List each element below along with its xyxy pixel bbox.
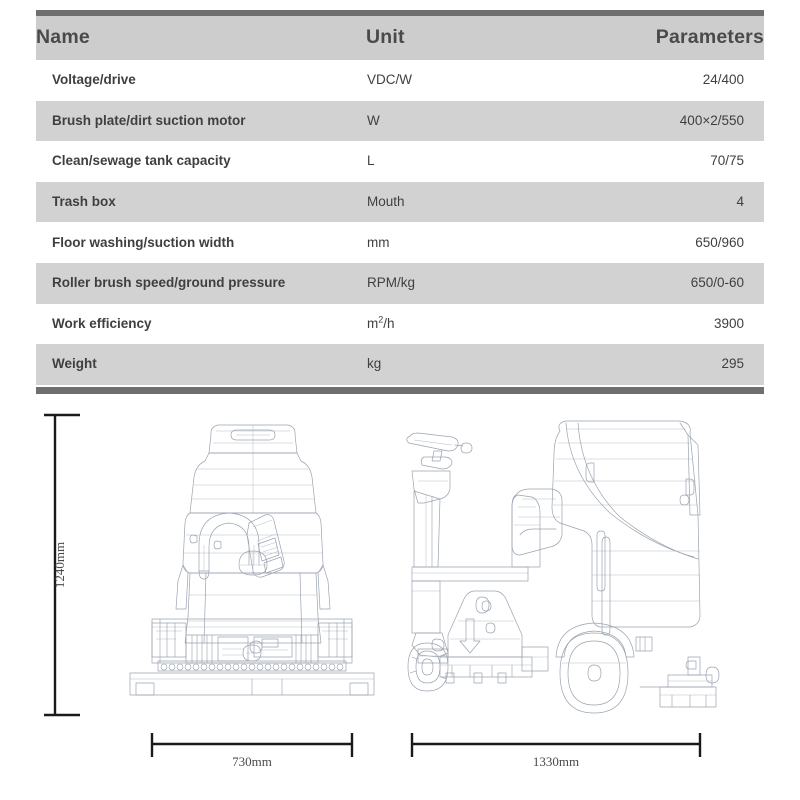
table-row <box>36 60 764 101</box>
row-param-roller-brush-speed: 650/0-60 <box>690 275 744 291</box>
specification-table-container <box>36 10 764 394</box>
table-row <box>36 344 764 385</box>
table-row <box>36 304 764 345</box>
side-width-dimension-label: 1330mm <box>532 754 580 769</box>
row-unit-weight: kg <box>367 356 382 372</box>
row-param-tank-capacity: 70/75 <box>710 153 744 169</box>
row-name-brush-plate-motor: Brush plate/dirt suction motor <box>52 112 246 128</box>
table-row <box>36 101 764 142</box>
row-param-washing-suction-width: 650/960 <box>695 234 744 250</box>
unit-tail: /h <box>383 315 395 331</box>
table-body <box>36 60 764 385</box>
table-header <box>36 16 764 60</box>
column-header-name: Name <box>36 16 366 60</box>
front-view-floor-scrubber <box>130 425 374 695</box>
row-unit-washing-suction-width: mm <box>367 234 390 250</box>
row-name-trash-box: Trash box <box>52 193 116 209</box>
row-param-work-efficiency: 3900 <box>713 315 744 331</box>
row-name-weight: Weight <box>52 356 97 372</box>
column-header-parameters: Parameters <box>636 16 764 60</box>
technical-drawing-area <box>0 395 800 800</box>
row-name-roller-brush-speed: Roller brush speed/ground pressure <box>52 275 286 291</box>
row-name-tank-capacity: Clean/sewage tank capacity <box>52 153 231 169</box>
height-dimension-label: 1240mm <box>52 541 67 589</box>
height-dimension <box>44 415 80 715</box>
specification-table <box>36 16 764 385</box>
table-row <box>36 141 764 182</box>
row-unit-voltage-drive: VDC/W <box>367 72 412 88</box>
row-param-trash-box: 4 <box>736 193 744 209</box>
side-view-floor-scrubber <box>407 421 719 713</box>
row-name-voltage-drive: Voltage/drive <box>52 72 136 88</box>
front-width-dimension <box>152 733 352 769</box>
row-unit-brush-plate-motor: W <box>367 112 380 128</box>
row-unit-work-efficiency <box>366 304 636 345</box>
table-bottom-rule <box>36 387 764 394</box>
row-name-washing-suction-width: Floor washing/suction width <box>52 234 235 250</box>
row-unit-roller-brush-speed: RPM/kg <box>367 275 416 291</box>
row-name-work-efficiency: Work efficiency <box>52 315 152 331</box>
row-unit-tank-capacity: L <box>367 153 375 169</box>
table-header-row <box>36 16 764 60</box>
table-row <box>36 263 764 304</box>
column-header-unit: Unit <box>366 16 636 60</box>
row-unit-trash-box: Mouth <box>367 193 405 209</box>
row-param-voltage-drive: 24/400 <box>702 72 744 88</box>
table-row <box>36 222 764 263</box>
unit-base: m <box>367 315 379 331</box>
side-width-dimension <box>412 733 700 769</box>
row-param-brush-plate-motor: 400×2/550 <box>679 112 744 128</box>
table-row <box>36 182 764 223</box>
row-param-weight: 295 <box>721 356 744 372</box>
front-width-dimension-label: 730mm <box>232 754 272 769</box>
unit-superscript: 2 <box>378 314 384 325</box>
